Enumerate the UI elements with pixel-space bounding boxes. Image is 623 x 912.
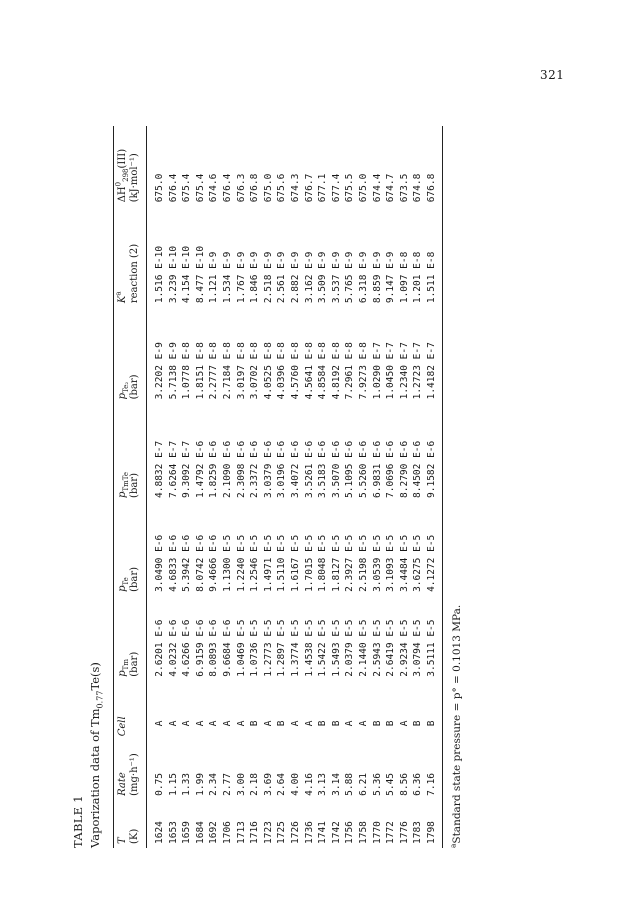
table-cell: 1741: [317, 821, 329, 844]
table-cell: 1684: [194, 821, 206, 844]
table-cell: 1.2723 E-7: [412, 342, 424, 400]
table-cell: 1.4182 E-7: [425, 307, 443, 403]
table-row: [248, 126, 262, 848]
table-cell: 0.75: [154, 772, 165, 796]
table-cell: 1725: [276, 821, 288, 844]
table-cell: 1.8127 E-5: [330, 534, 342, 592]
table-cell: 5.7138 E-9: [167, 342, 179, 400]
table-cell: 675.4: [181, 173, 193, 203]
table-row: [289, 126, 303, 848]
table-cell: 3.00: [235, 772, 247, 796]
table-cell: 3.0197 E-8: [235, 342, 247, 400]
table-cell: 1723: [262, 821, 274, 844]
table-cell: 1.8048 E-5: [317, 534, 329, 592]
table-cell: 1.3774 E-5: [289, 619, 301, 677]
table-cell: B: [330, 720, 342, 727]
table-cell: 8.4502 E-6: [412, 440, 424, 498]
table-cell: 2.64: [276, 772, 288, 796]
table-cell: 1.121 E-9: [208, 251, 220, 304]
table-cell: 1783: [412, 821, 424, 844]
table-cell: 1.767 E-9: [235, 251, 247, 304]
table-cell: 3.14: [330, 772, 342, 796]
table-cell: 1770: [371, 821, 383, 844]
table-cell: A: [357, 720, 369, 727]
table-cell: 4.6266 E-6: [181, 619, 193, 677]
table-cell: 3.239 E-10: [167, 245, 179, 304]
table-cell: 2.7184 E-8: [221, 342, 233, 400]
table-cell: 6.318 E-9: [357, 251, 369, 304]
table-cell: 3.5261 E-6: [303, 440, 315, 498]
table-cell: 6.21: [357, 772, 369, 796]
col-unit-t: (K): [129, 800, 147, 848]
table-cell: 3.537 E-9: [330, 251, 342, 304]
table-cell: 5.765 E-9: [344, 251, 356, 304]
table-cell: 674.6: [208, 173, 220, 203]
header-row-units: [129, 126, 147, 848]
table-cell: A: [181, 720, 193, 727]
table-footnote: $^a$Standard state pressure = p° = 0.1013 MPa.: [448, 604, 464, 848]
col-unit-k: reaction (2): [129, 206, 147, 307]
table-cell: 4.8584 E-8: [317, 342, 329, 400]
table-cell: 674.4: [371, 173, 383, 203]
table-cell: 3.162 E-9: [303, 251, 315, 304]
table-row: [425, 126, 443, 848]
table-cell: 2.3372 E-6: [249, 440, 261, 498]
col-unit-ptm: (bar): [129, 596, 147, 681]
table-cell: 7.16: [425, 740, 443, 800]
col-header-pte2: $p_{Te_2}$: [114, 307, 130, 403]
table-cell: 1.8259 E-6: [208, 440, 220, 498]
table-cell: 4.8192 E-8: [330, 342, 342, 400]
table-cell: B: [317, 720, 329, 727]
table-cell: 1706: [221, 821, 233, 844]
table-cell: A: [208, 720, 220, 727]
table-cell: 5.45: [385, 772, 397, 796]
rotated-table-block: [70, 118, 540, 848]
table-cell: B: [412, 720, 424, 727]
table-cell: A: [398, 720, 410, 727]
table-cell: 2.3098 E-6: [235, 440, 247, 498]
table-cell: 1.1300 E-5: [221, 534, 233, 592]
table-cell: 1624: [154, 821, 165, 844]
table-cell: A: [235, 720, 247, 727]
table-row: [357, 126, 371, 848]
table-cell: 1758: [357, 821, 369, 844]
table-cell: 676.4: [167, 173, 179, 203]
table-cell: B: [249, 720, 261, 727]
table-cell: 5.5260 E-6: [357, 440, 369, 498]
table-cell: A: [303, 720, 315, 727]
table-cell: 5.1095 E-6: [344, 440, 356, 498]
col-header-dh: $\Delta H^0_{298}(III)$: [114, 126, 130, 206]
table-cell: 1756: [344, 821, 356, 844]
col-unit-cell: [129, 681, 147, 741]
table-title: TABLE 1: [71, 795, 85, 848]
table-cell: 2.518 E-9: [262, 251, 274, 304]
table-cell: 7.6264 E-7: [167, 440, 179, 498]
table-cell: 4.8832 E-7: [154, 440, 165, 498]
table-row: [194, 126, 208, 848]
table-cell: 1.2546 E-5: [249, 534, 261, 592]
table-cell: 3.5070 E-6: [330, 440, 342, 498]
table-cell: 2.2777 E-8: [208, 342, 220, 400]
table-row: [343, 126, 357, 848]
table-cell: 1716: [249, 821, 261, 844]
table-cell: 1.15: [167, 772, 179, 796]
col-unit-pte: (bar): [129, 502, 147, 596]
table-cell: 4.0232 E-6: [167, 619, 179, 677]
table-cell: 673.5: [398, 173, 410, 203]
table-cell: 1.534 E-9: [221, 251, 233, 304]
table-cell: 2.1090 E-6: [221, 440, 233, 498]
table-cell: 2.5198 E-5: [357, 534, 369, 592]
table-row: [384, 126, 398, 848]
table-cell: 9.1582 E-6: [425, 403, 443, 502]
table-cell: 676.8: [249, 173, 261, 203]
table-cell: 3.0702 E-8: [249, 342, 261, 400]
header-row-names: [114, 126, 130, 848]
table-cell: 5.88: [344, 772, 356, 796]
col-header-ptmte: $p_{TmTe}$: [114, 403, 130, 502]
table-cell: 677.4: [330, 173, 342, 203]
table-cell: 675.0: [262, 173, 274, 203]
table-cell: A: [344, 720, 356, 727]
table-cell: 4.0525 E-8: [262, 342, 274, 400]
table-cell: 1713: [235, 821, 247, 844]
table-cell: 1.0450 E-7: [385, 342, 397, 400]
col-header-ptm: $p_{Tm}$: [114, 596, 130, 681]
table-cell: 2.3927 E-5: [344, 534, 356, 592]
table-cell: 1.8151 E-8: [194, 342, 206, 400]
col-header-pte: $p_{Te}$: [114, 502, 130, 596]
table-cell: 3.0379 E-6: [262, 440, 274, 498]
table-cell: 675.4: [194, 173, 206, 203]
table-cell: 3.6275 E-5: [412, 534, 424, 592]
table-cell: 2.1440 E-5: [357, 619, 369, 677]
table-cell: A: [167, 720, 179, 727]
table-cell: 1.0736 E-5: [249, 619, 261, 677]
table-cell: 676.8: [425, 126, 443, 206]
page-number: 321: [540, 68, 565, 82]
table-cell: A: [194, 720, 206, 727]
table-row: [147, 126, 167, 848]
table-cell: 1653: [167, 821, 179, 844]
table-cell: 3.13: [317, 772, 329, 796]
table-cell: 2.561 E-9: [276, 251, 288, 304]
table-row: [371, 126, 385, 848]
table-cell: 1.7015 E-5: [303, 534, 315, 592]
table-cell: 6.36: [412, 772, 424, 796]
table-cell: 4.16: [303, 772, 315, 796]
table-cell: 3.1093 E-5: [385, 534, 397, 592]
table-cell: 1.5110 E-5: [276, 534, 288, 592]
table-cell: 674.8: [412, 173, 424, 203]
table-cell: 9.3092 E-7: [181, 440, 193, 498]
table-cell: 7.2961 E-8: [344, 342, 356, 400]
table-cell: 8.2790 E-6: [398, 440, 410, 498]
table-cell: 4.0396 E-8: [276, 342, 288, 400]
table-cell: 3.0196 E-6: [276, 440, 288, 498]
table-cell: 677.1: [317, 173, 329, 203]
table-cell: 1.2897 E-5: [276, 619, 288, 677]
table-cell: B: [371, 720, 383, 727]
table-cell: 4.00: [289, 772, 301, 796]
table-cell: 2.9234 E-5: [398, 619, 410, 677]
table-cell: B: [276, 720, 288, 727]
table-cell: 3.69: [262, 772, 274, 796]
table-cell: 2.6201 E-6: [154, 619, 165, 677]
table-cell: 2.882 E-9: [289, 251, 301, 304]
table-cell: 3.0794 E-5: [412, 619, 424, 677]
col-header-rate: Rate: [114, 740, 130, 800]
table-cell: 1742: [330, 821, 342, 844]
table-row: [207, 126, 221, 848]
col-header-k: $K^a$: [114, 206, 130, 307]
col-header-cell: Cell: [114, 681, 130, 741]
table-cell: 8.0893 E-6: [208, 619, 220, 677]
table-cell: 4.154 E-10: [181, 245, 193, 304]
table-cell: 8.56: [398, 772, 410, 796]
table-cell: 1.4538 E-5: [303, 619, 315, 677]
table-cell: 3.5183 E-6: [317, 440, 329, 498]
table-cell: 8.859 E-9: [371, 251, 383, 304]
table-cell: 2.34: [208, 772, 220, 796]
table-cell: 1.33: [181, 772, 193, 796]
table-cell: 4.6833 E-6: [167, 534, 179, 592]
table-cell: A: [262, 720, 274, 727]
table-row: [167, 126, 181, 848]
table-cell: 1.0469 E-5: [235, 619, 247, 677]
table-body: [147, 126, 443, 848]
table-row: [316, 126, 330, 848]
table-cell: 1.2773 E-5: [262, 619, 274, 677]
table-cell: 8.477 E-10: [194, 245, 206, 304]
table-cell: 1.201 E-8: [412, 251, 424, 304]
table-cell: 9.147 E-9: [385, 251, 397, 304]
table-cell: 1.0778 E-8: [181, 342, 193, 400]
table-cell: 1692: [208, 821, 220, 844]
table-cell: B: [425, 681, 443, 741]
table-cell: 9.4666 E-6: [208, 534, 220, 592]
table-cell: 4.5641 E-8: [303, 342, 315, 400]
table-cell: 1.99: [194, 772, 206, 796]
table-cell: 1772: [385, 821, 397, 844]
col-unit-ptmte: (bar): [129, 403, 147, 502]
table-cell: 4.5760 E-8: [289, 342, 301, 400]
table-cell: 2.18: [249, 772, 261, 796]
table-cell: 2.77: [221, 772, 233, 796]
table-cell: 1.097 E-8: [398, 251, 410, 304]
table-cell: 1.2340 E-7: [398, 342, 410, 400]
table-cell: 675.0: [357, 173, 369, 203]
table-cell: 676.7: [303, 173, 315, 203]
table-subtitle: Vaporization data of $Tm_{0.77}Te(s)$: [88, 662, 105, 848]
table-cell: 9.6684 E-6: [221, 619, 233, 677]
table-cell: 2.5943 E-5: [371, 619, 383, 677]
table-row: [221, 126, 235, 848]
table-cell: 2.6419 E-5: [385, 619, 397, 677]
table-cell: 3.4072 E-6: [289, 440, 301, 498]
table-cell: 1.6167 E-5: [289, 534, 301, 592]
table-cell: A: [154, 720, 165, 727]
table-cell: 675.6: [276, 173, 288, 203]
table-cell: 1.2240 E-5: [235, 534, 247, 592]
col-unit-rate: (mg·h⁻¹): [129, 740, 147, 800]
table-cell: 6.9159 E-6: [194, 619, 206, 677]
table-row: [411, 126, 425, 848]
table-cell: 2.0379 E-5: [344, 619, 356, 677]
table-cell: 3.2202 E-9: [154, 342, 165, 400]
col-unit-pte2: (bar): [129, 307, 147, 403]
table-cell: 1659: [181, 821, 193, 844]
table-cell: 3.4484 E-5: [398, 534, 410, 592]
table-cell: 1.4971 E-5: [262, 534, 274, 592]
table-cell: 3.509 E-9: [317, 251, 329, 304]
table-cell: 676.4: [221, 173, 233, 203]
table-cell: 676.3: [235, 173, 247, 203]
table-cell: 5.3942 E-6: [181, 534, 193, 592]
table-cell: 5.36: [371, 772, 383, 796]
table-row: [330, 126, 344, 848]
table-cell: 1736: [303, 821, 315, 844]
table-row: [303, 126, 317, 848]
table-cell: 675.5: [344, 173, 356, 203]
table-row: [398, 126, 412, 848]
table-cell: 1.846 E-9: [249, 251, 261, 304]
table-cell: 1.4792 E-6: [194, 440, 206, 498]
table-cell: 1.5422 E-5: [317, 619, 329, 677]
col-header-t: T: [114, 800, 130, 848]
table-cell: 1798: [425, 800, 443, 848]
table-row: [262, 126, 276, 848]
table-cell: 1.516 E-10: [154, 245, 165, 304]
table-caption: [70, 118, 103, 848]
table-cell: 674.7: [385, 173, 397, 203]
table-cell: 4.1272 E-5: [425, 502, 443, 596]
table-row: [275, 126, 289, 848]
table-cell: 1.0290 E-7: [371, 342, 383, 400]
table-cell: 1726: [289, 821, 301, 844]
table-cell: 674.3: [289, 173, 301, 203]
table-cell: 1.5493 E-5: [330, 619, 342, 677]
table-cell: B: [385, 720, 397, 727]
table-cell: 8.0742 E-6: [194, 534, 206, 592]
table-cell: 1776: [398, 821, 410, 844]
table-cell: 675.0: [154, 173, 165, 203]
table-cell: A: [289, 720, 301, 727]
table-row: [235, 126, 249, 848]
vaporization-table: [113, 126, 443, 848]
table-cell: 3.0490 E-6: [154, 534, 165, 592]
table-row: [180, 126, 194, 848]
col-unit-dh: (kJ·mol⁻¹): [129, 126, 147, 206]
table-cell: 7.9273 E-8: [357, 342, 369, 400]
table-cell: 6.9831 E-6: [371, 440, 383, 498]
table-cell: A: [221, 720, 233, 727]
table-cell: 3.5111 E-5: [425, 596, 443, 681]
table-cell: 7.0696 E-6: [385, 440, 397, 498]
table-cell: 3.0539 E-5: [371, 534, 383, 592]
table-cell: 1.511 E-8: [425, 206, 443, 307]
